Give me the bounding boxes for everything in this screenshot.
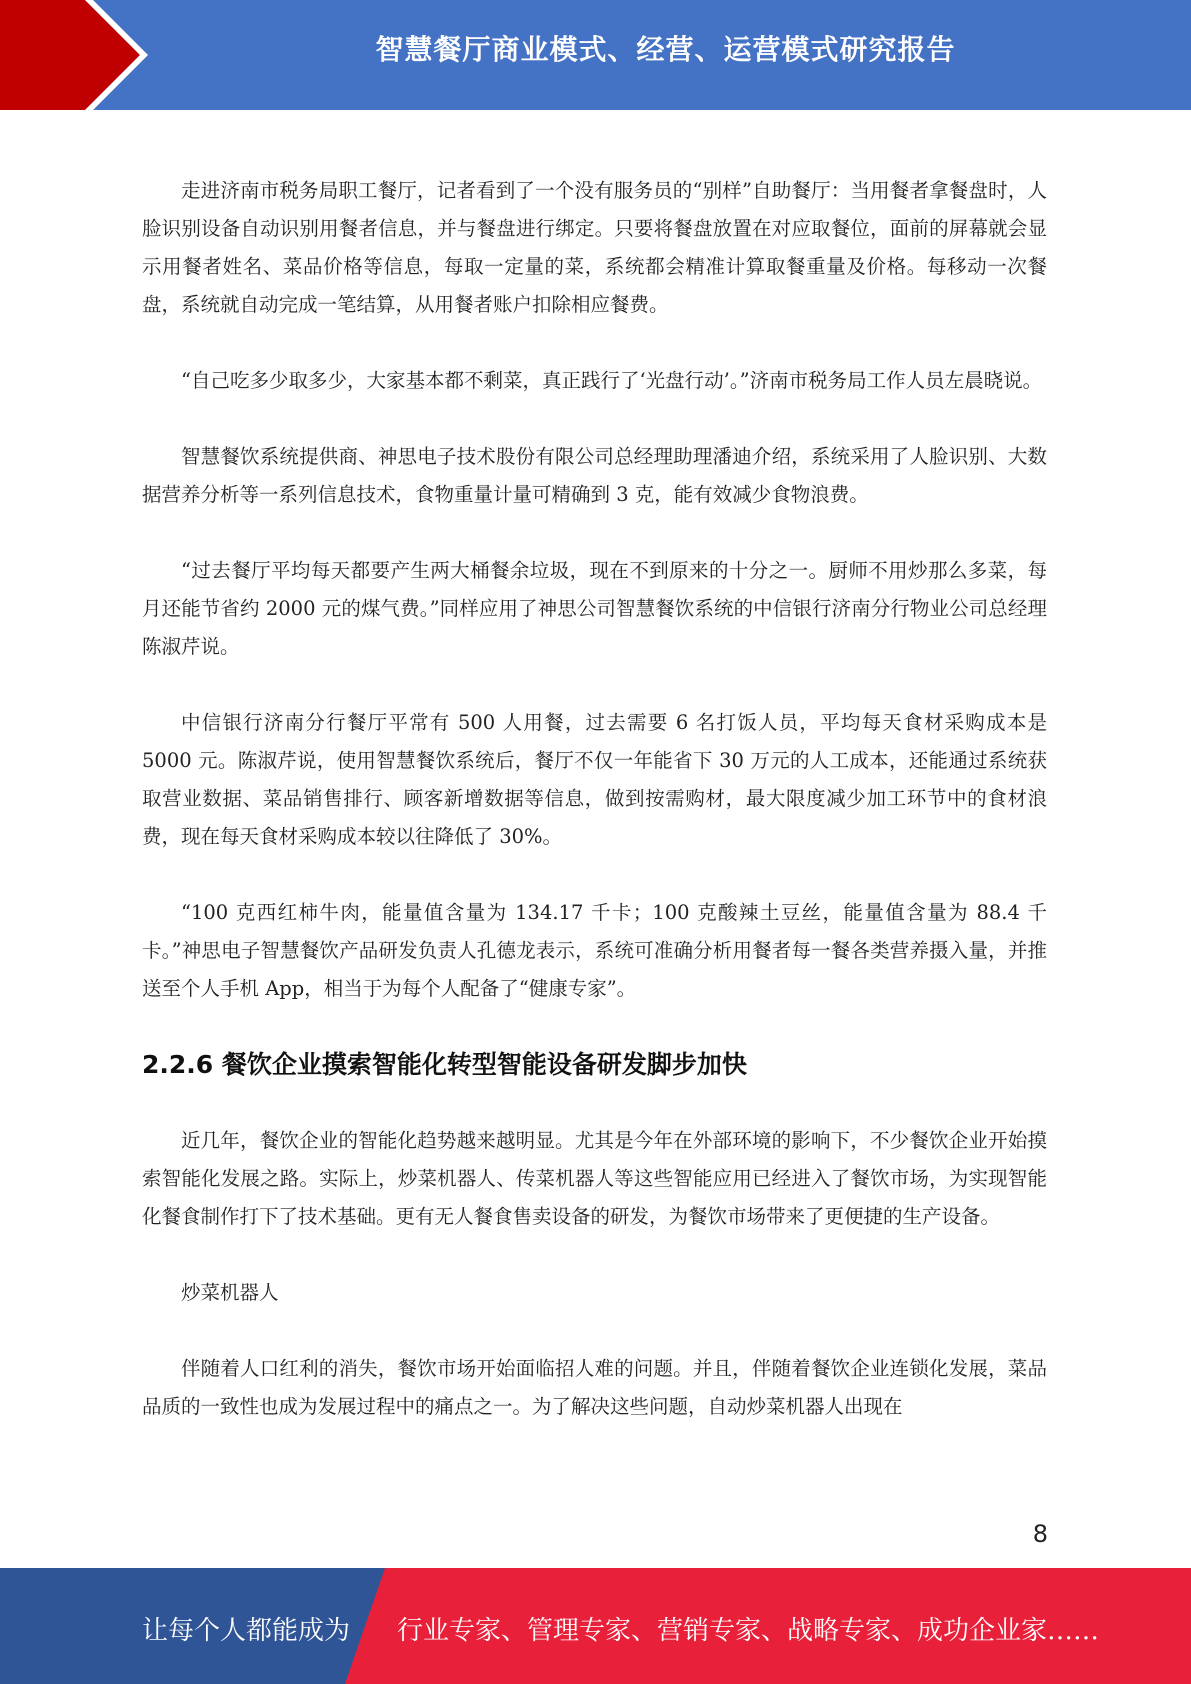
paragraph-nutrition-analysis: “100 克西红柿牛肉，能量值含量为 134.17 千卡；100 克酸辣土豆丝，能量值含量为 88.4 千卡。”神思电子智慧餐饮产品研发负责人孔德龙表示，系统可准确分析用餐者每一餐各类营养摄入量，并推送至个人手机 App，相当于为每个人配备了“健康专家”。 xyxy=(142,901,1047,1000)
page-number: 8 xyxy=(1032,1520,1048,1548)
header-red-arrow xyxy=(0,0,160,110)
page-body xyxy=(142,172,1047,1464)
paragraph-intelligent-trend: 近几年，餐饮企业的智能化趋势越来越明显。尤其是今年在外部环境的影响下，不少餐饮企业开始摸索智能化发展之路。实际上，炒菜机器人、传菜机器人等这些智能应用已经进入了餐饮市场，为实现智能化餐食制作打下了技术基础。更有无人餐食售卖设备的研发，为餐饮市场带来了更便捷的生产设备。 xyxy=(142,1129,1047,1228)
paragraph-cost-savings: 中信银行济南分行餐厅平常有 500 人用餐，过去需要 6 名打饭人员，平均每天食材采购成本是 5000 元。陈淑芹说，使用智慧餐饮系统后，餐厅不仅一年能省下 30 万元的人工成本，还能通过系统获取营业数据、菜品销售排行、顾客新增数据等信息，做到按需购材，最大限度减少加工环节中的食材浪费，现在每天食材采购成本较以往降低了 30%。 xyxy=(142,711,1047,848)
paragraph-canteen-description: 走进济南市税务局职工餐厅，记者看到了一个没有服务员的“别样”自助餐厅：当用餐者拿餐盘时，人脸识别设备自动识别用餐者信息，并与餐盘进行绑定。只要将餐盘放置在对应取餐位，面前的屏幕就会显示用餐者姓名、菜品价格等信息，每取一定量的菜，系统都会精准计算取餐重量及价格。每移动一次餐盘，系统就自动完成一笔结算，从用餐者账户扣除相应餐费。 xyxy=(142,179,1047,316)
paragraph-labor-shortage: 伴随着人口红利的消失，餐饮市场开始面临招人难的问题。并且，伴随着餐饮企业连锁化发展，菜品品质的一致性也成为发展过程中的痛点之一。为了解决这些问题，自动炒菜机器人出现在 xyxy=(142,1357,1047,1418)
paragraph-staff-quote: “自己吃多少取多少，大家基本都不剩菜，真正践行了‘光盘行动’。”济南市税务局工作人员左晨晓说。 xyxy=(181,369,1043,392)
paragraph-subheading-cooking-robot: 炒菜机器人 xyxy=(181,1281,279,1304)
paragraph-system-provider: 智慧餐饮系统提供商、神思电子技术股份有限公司总经理助理潘迪介绍，系统采用了人脸识别、大数据营养分析等一系列信息技术，食物重量计量可精确到 3 克，能有效减少食物浪费。 xyxy=(142,445,1047,506)
section-heading: 2.2.6 餐饮企业摸索智能化转型智能设备研发脚步加快 xyxy=(142,1050,747,1079)
report-title: 智慧餐厅商业模式、经营、运营模式研究报告 xyxy=(375,33,956,66)
footer-slogan-left: 让每个人都能成为 xyxy=(142,1616,351,1646)
paragraph-waste-reduction: “过去餐厅平均每天都要产生两大桶餐余垃圾，现在不到原来的十分之一。厨师不用炒那么多菜，每月还能节省约 2000 元的煤气费。”同样应用了神思公司智慧餐饮系统的中信银行济南分行物业公司总经理陈淑芹说。 xyxy=(142,559,1047,658)
footer-slogan-right: 行业专家、管理专家、营销专家、战略专家、成功企业家…… xyxy=(397,1616,1100,1646)
page-header xyxy=(0,0,1191,110)
